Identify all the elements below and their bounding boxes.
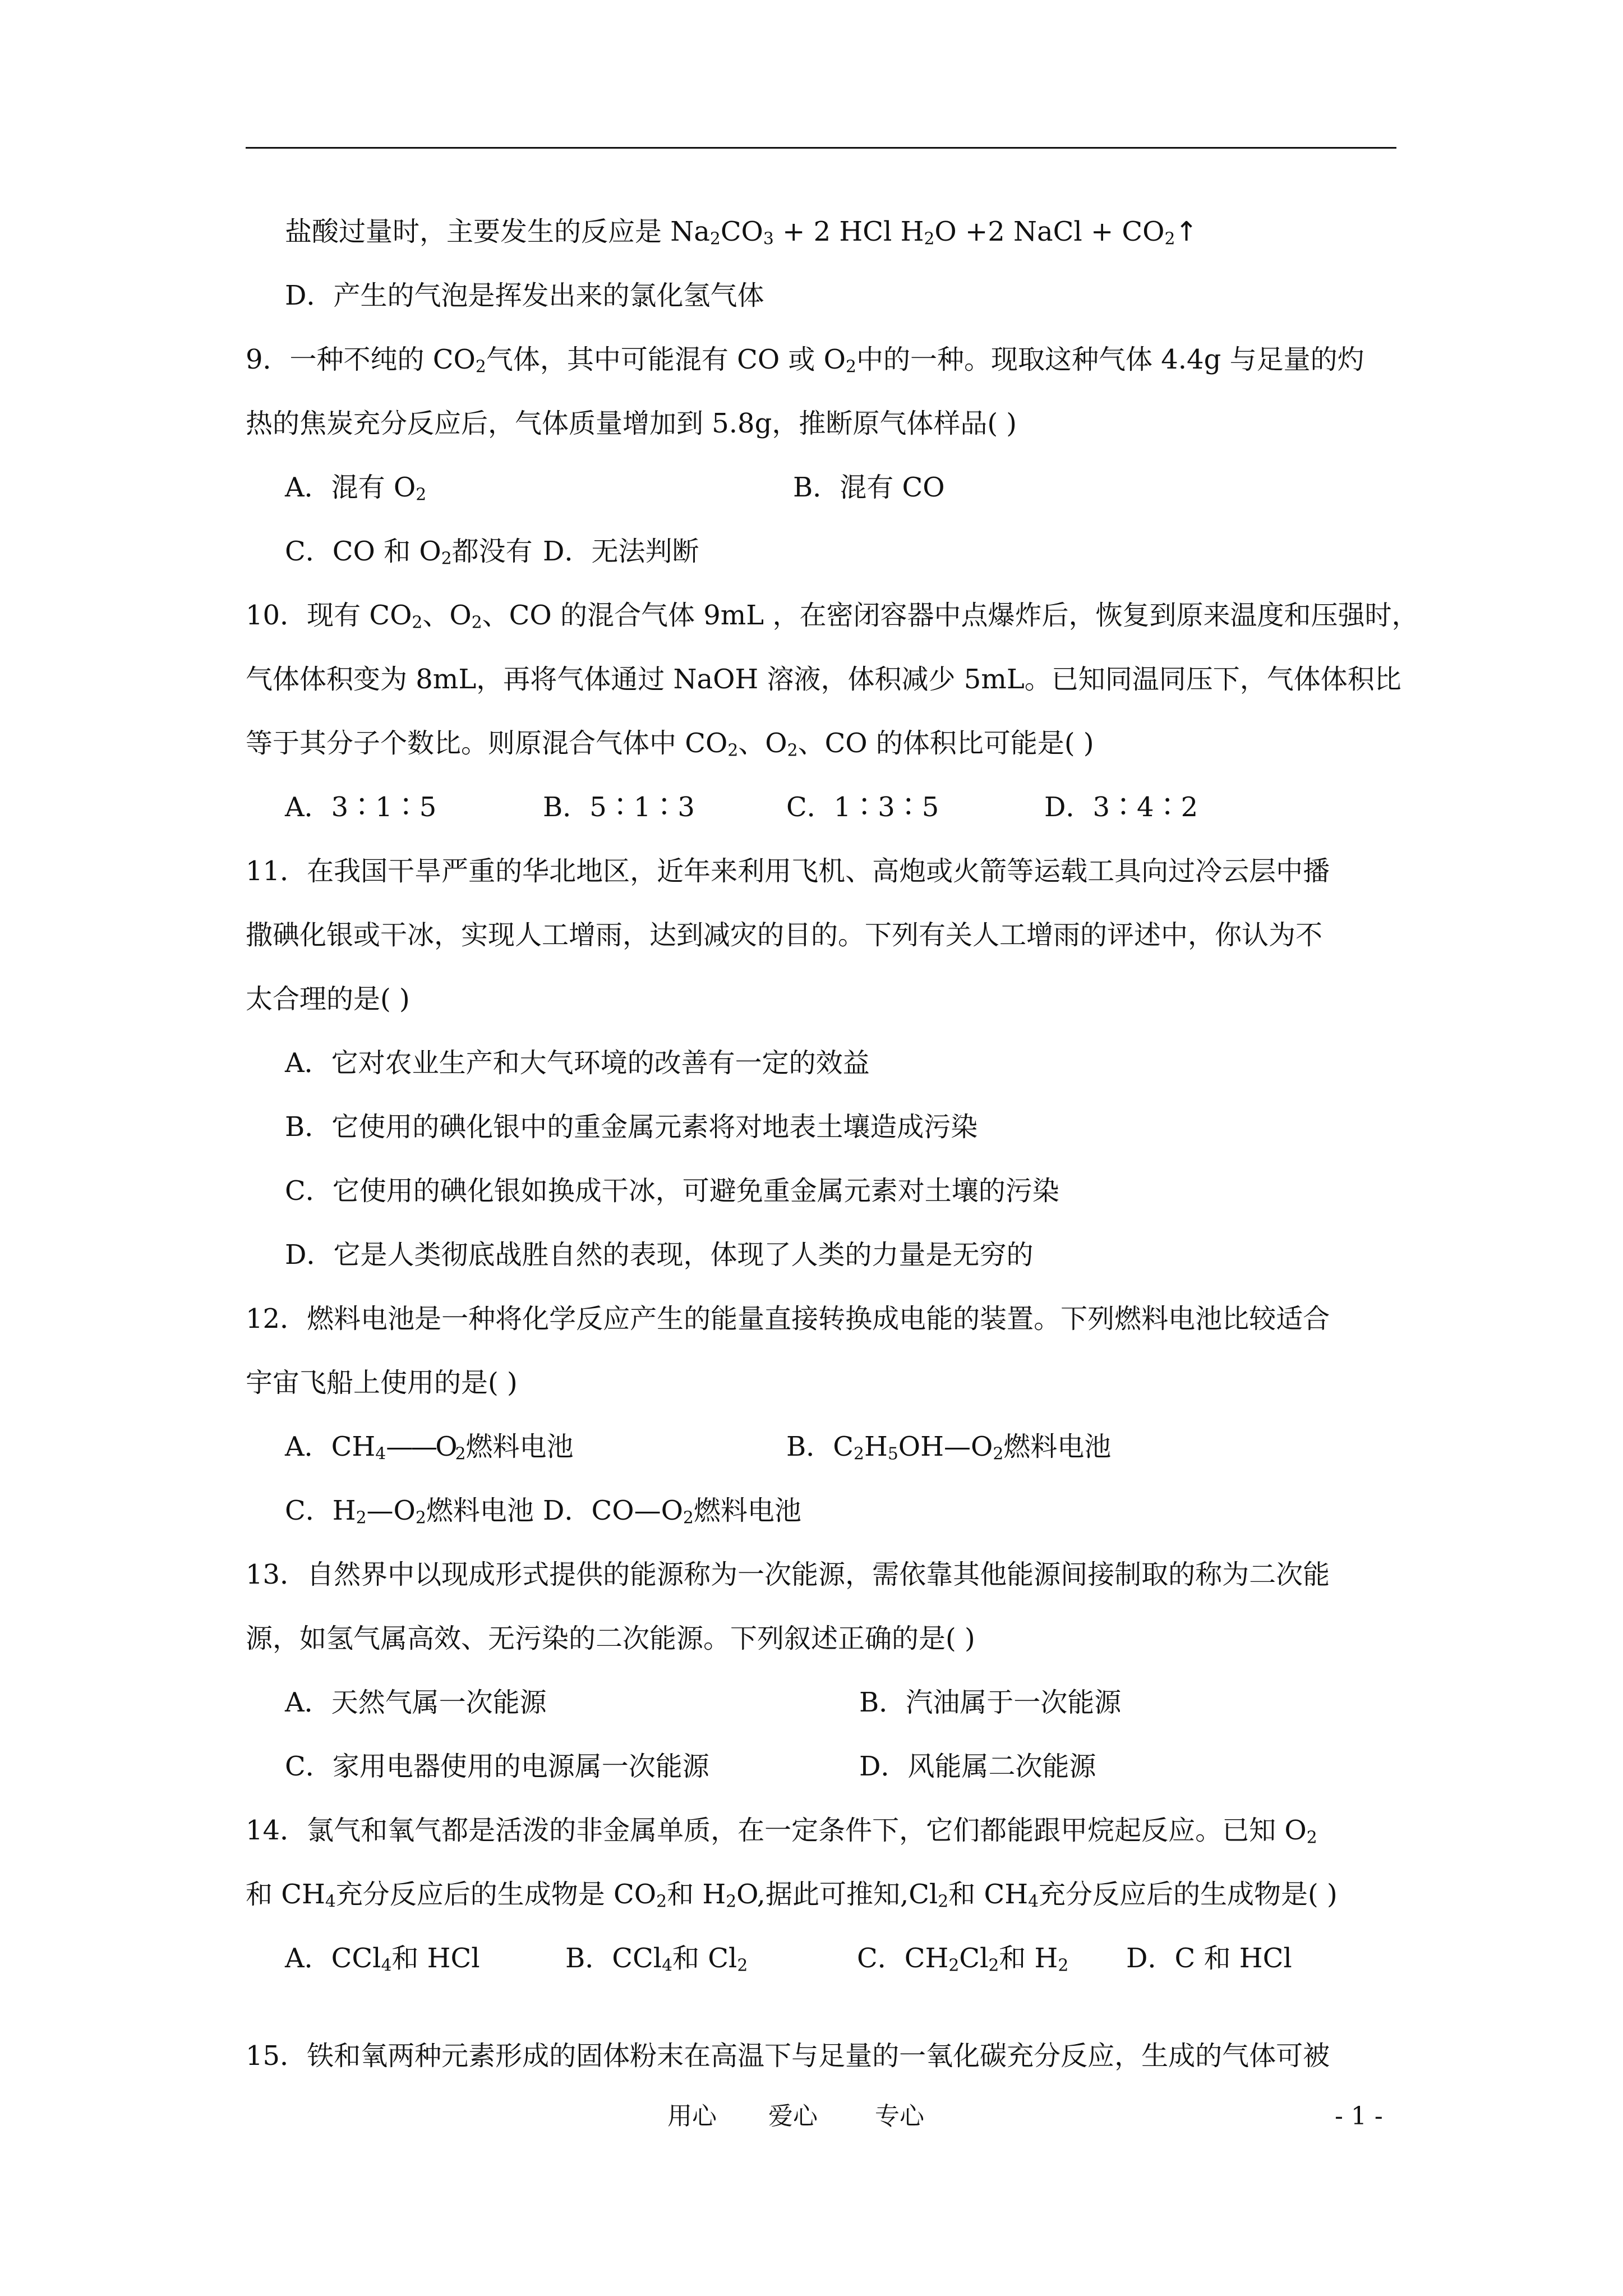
q13-option-a: A．天然气属一次能源 [285,1687,547,1718]
q12-option-a: A．$CH_4——O_2$燃料电池 [285,1431,574,1464]
q12-stem-line2: 宇宙飞船上使用的是( ) [246,1367,518,1398]
q14-stem-line2: 和 $CH_4$充分反应后的生成物是 $CO_2$和 $H_2O$,据此可推知$,Cl_2$和 $CH_4$充分反应后的生成物是( ) [246,1879,1338,1912]
q13-option-d: D．风能属二次能源 [859,1751,1096,1782]
q10-option-a: A．3∶1∶5 [285,792,437,823]
q14-option-a: A．CCl$_4$和 HCl [285,1943,480,1976]
q10-option-d: D．3∶4∶2 [1044,792,1198,823]
q9-option-c: C．CO 和 $O_2$都没有 [285,536,533,569]
q11-stem-line2: 撒碘化银或干冰，实现人工增雨，达到减灾的目的。下列有关人工增雨的评述中，你认为不 [246,919,1323,951]
q13-stem-line2: 源，如氢气属高效、无污染的二次能源。下列叙述正确的是( ) [246,1623,975,1654]
q15-stem-line1: 15．铁和氧两种元素形成的固体粉末在高温下与足量的一氧化碳充分反应，生成的气体可被 [246,2040,1330,2072]
q9-option-b: B．混有 CO [793,472,945,503]
footer-slogan-3: 专心 [875,2102,924,2131]
q14-stem-line1: 14．氯气和氧气都是活泼的非金属单质，在一定条件下，它们都能跟甲烷起反应。已知 $O_2$ [246,1815,1317,1848]
footer-slogan-1: 用心 [667,2102,717,2131]
q10-stem-line3: 等于其分子个数比。则原混合气体中 $CO_2$、$O_2$、CO 的体积比可能是( ) [246,728,1094,761]
q12-option-c: C．$H_2—O_2$燃料电池 [285,1495,534,1528]
page-number: - 1 - [1335,2102,1383,2131]
footer-slogan-2: 爱心 [768,2102,818,2131]
q9-option-d: D．无法判断 [543,536,699,567]
q9-option-a: A．混有 $O_2$ [285,472,427,505]
prev-option-c: 盐酸过量时，主要发生的反应是 $Na_2CO_3 + 2$ HCl $H_2O +2$ NaCl + $CO_2↑$ [285,216,1198,249]
q14-option-d: D．C 和 HCl [1126,1943,1292,1974]
q11-option-c: C．它使用的碘化银如换成干冰，可避免重金属元素对土壤的污染 [285,1175,1059,1207]
q11-stem-line3: 太合理的是( ) [246,983,410,1015]
q11-stem-line1: 11．在我国干旱严重的华北地区，近年来利用飞机、高炮或火箭等运载工具向过冷云层中播 [246,855,1330,887]
q14-option-c: C．$CH_2Cl_2$和 $H_2$ [857,1943,1069,1976]
q10-stem-line2: 气体体积变为 8mL，再将气体通过 NaOH 溶液，体积减少 5mL。已知同温同压下，气体体积比 [246,664,1401,695]
q12-option-d: D．$CO—O_2$燃料电池 [543,1495,801,1528]
q10-stem-line1: 10．现有 $CO_2$、$O_2$、CO 的混合气体 9mL ，在密闭容器中点爆炸后，恢复到原来温度和压强时， [246,600,1419,633]
q13-option-c: C．家用电器使用的电源属一次能源 [285,1751,709,1782]
q13-option-b: B．汽油属于一次能源 [859,1687,1122,1718]
prev-option-d: D．产生的气泡是挥发出来的氯化氢气体 [285,280,764,311]
q11-option-a: A．它对农业生产和大气环境的改善有一定的效益 [285,1047,870,1079]
q9-stem-line1: 9．一种不纯的 $CO_2$气体，其中可能混有 CO 或 $O_2$中的一种。现取这种气体 4.4g 与足量的灼 [246,344,1364,377]
gas-arrow-icon: ↑ [1175,216,1198,247]
q13-stem-line1: 13．自然界中以现成形式提供的能源称为一次能源，需依靠其他能源间接制取的称为二次能 [246,1559,1330,1590]
q10-option-b: B．5∶1∶3 [543,792,695,823]
q11-option-d: D．它是人类彻底战胜自然的表现，体现了人类的力量是无穷的 [285,1239,1034,1271]
header-rule [246,147,1396,149]
q12-option-b: B．$C_2H_5OH—O_2$燃料电池 [786,1431,1112,1464]
q9-stem-line2: 热的焦炭充分反应后，气体质量增加到 5.8g，推断原气体样品( ) [246,408,1017,439]
q10-option-c: C．1∶3∶5 [786,792,939,823]
q14-option-b: B．CCl$_4$和 $Cl_2$ [565,1943,748,1976]
q11-option-b: B．它使用的碘化银中的重金属元素将对地表土壤造成污染 [285,1111,978,1143]
q12-stem-line1: 12．燃料电池是一种将化学反应产生的能量直接转换成电能的装置。下列燃料电池比较适合 [246,1303,1330,1335]
